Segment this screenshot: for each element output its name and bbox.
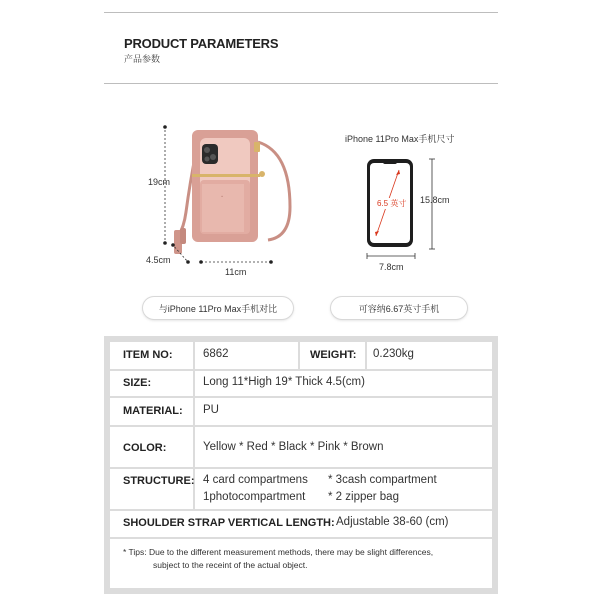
- svg-text:•: •: [220, 194, 224, 199]
- shoulder-strap: [258, 142, 290, 240]
- bag-depth-label: 4.5cm: [146, 255, 171, 265]
- bag-height-label: 19cm: [148, 177, 171, 187]
- color-value: Yellow * Red * Black * Pink * Brown: [203, 441, 384, 453]
- material-label: MATERIAL:: [123, 405, 183, 417]
- phone-screen-label: 6.5 英寸: [377, 199, 407, 208]
- size-value: Long 11*High 19* Thick 4.5(cm): [203, 376, 365, 388]
- bag-width-label: 11cm: [225, 267, 247, 277]
- tips-line-2: subject to the receint of the actual object.: [153, 560, 308, 570]
- spec-divider: [193, 371, 195, 396]
- top-divider: [104, 12, 498, 13]
- color-label: COLOR:: [123, 442, 167, 454]
- page-title: PRODUCT PARAMETERS: [124, 36, 279, 51]
- size-label: SIZE:: [123, 377, 152, 389]
- structure-line1-b: * 3cash compartment: [328, 474, 437, 486]
- spec-divider: [193, 342, 195, 369]
- item-no-value: 6862: [203, 348, 229, 360]
- bag-comparison-caption: 与iPhone 11Pro Max手机对比: [143, 297, 293, 319]
- bag-depth-dimension: [170, 242, 192, 266]
- tips-line-1: * Tips: Due to the different measurement methods, there may be slight differences,: [123, 547, 434, 557]
- strap-length-label: SHOULDER STRAP VERTICAL LENGTH:: [123, 517, 335, 529]
- structure-line2-a: 1photocompartment: [203, 491, 306, 503]
- phone-height-label: 15.8cm: [420, 195, 450, 205]
- spec-divider: [365, 342, 367, 369]
- material-value: PU: [203, 404, 219, 416]
- page-subtitle: 产品参数: [124, 54, 161, 64]
- structure-line1-a: 4 card compartmens: [203, 474, 308, 486]
- weight-value: 0.230kg: [373, 348, 414, 360]
- phone-capacity-caption: 可容纳6.67英寸手机: [331, 297, 467, 319]
- phone-width-dimension: [366, 252, 416, 260]
- weight-label: WEIGHT:: [310, 349, 357, 361]
- structure-label: STRUCTURE:: [123, 475, 195, 487]
- zipper-bar: [192, 174, 260, 177]
- phone-figure-title: iPhone 11Pro Max手机尺寸: [345, 134, 455, 144]
- spec-divider: [298, 342, 300, 369]
- spec-divider: [193, 427, 195, 467]
- phone-width-label: 7.8cm: [379, 262, 404, 272]
- header-divider: [104, 83, 498, 84]
- strap-length-value: Adjustable 38-60 (cm): [336, 516, 449, 528]
- item-no-label: ITEM NO:: [123, 349, 173, 361]
- spec-divider: [193, 398, 195, 425]
- structure-line2-b: * 2 zipper bag: [328, 491, 399, 503]
- bag-width-dimension: [198, 258, 274, 266]
